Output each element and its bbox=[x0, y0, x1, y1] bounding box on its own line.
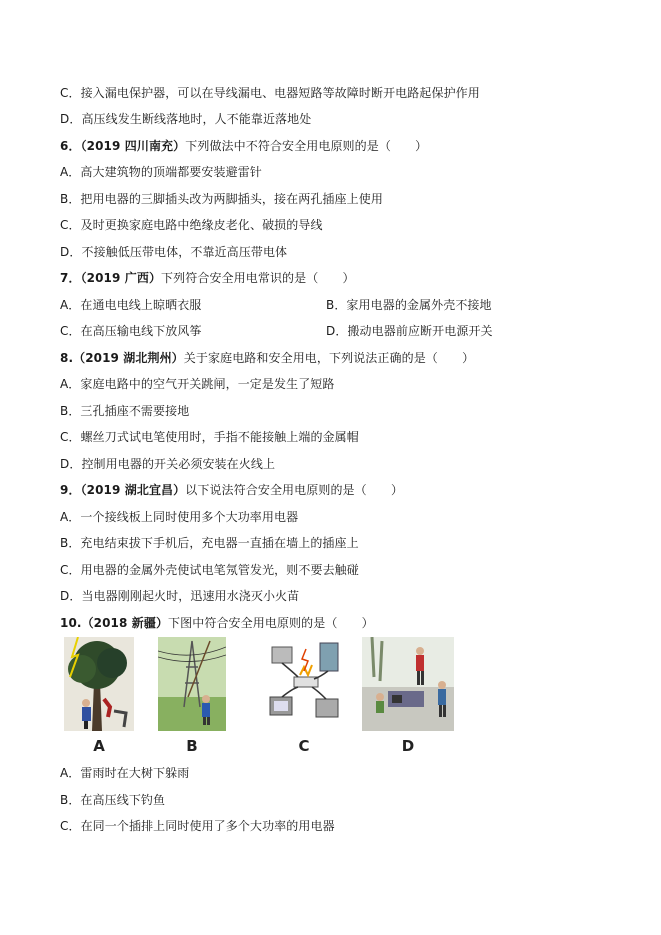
question-source: （2019 广西） bbox=[80, 271, 162, 285]
q9-option-a: A．一个接线板上同时使用多个大功率用电器 bbox=[60, 510, 299, 524]
question-source: （2019 湖北宜昌） bbox=[80, 483, 186, 497]
line-2: D．高压线发生断线落地时，人不能靠近落地处 bbox=[60, 112, 312, 126]
q9-option-b: B．充电结束拔下手机后，充电器一直插在墙上的插座上 bbox=[60, 536, 359, 550]
question-text: 以下说法符合安全用电原则的是（ ） bbox=[185, 483, 404, 497]
figure-d-image bbox=[362, 637, 454, 731]
q6-option-b: B．把用电器的三脚插头改为两脚插头，接在两孔插座上使用 bbox=[60, 192, 383, 206]
q7-option-c: C．在高压输电线下放风筝 bbox=[60, 324, 202, 338]
question-number: 6． bbox=[60, 139, 81, 153]
q7-options-row-2 bbox=[60, 323, 620, 339]
q10-option-b: B．在高压线下钓鱼 bbox=[60, 793, 166, 807]
question-text: 下列符合安全用电常识的是（ ） bbox=[161, 271, 355, 285]
question-7 bbox=[60, 270, 355, 286]
question-source: （2018 新疆） bbox=[81, 616, 169, 630]
q6-option-d: D．不接触低压带电体，不靠近高压带电体 bbox=[60, 245, 288, 259]
figure-a-image bbox=[64, 637, 134, 731]
q9-option-c: C．用电器的金属外壳使试电笔氖管发光，则不要去触碰 bbox=[60, 563, 359, 577]
q6-option-c: C．及时更换家庭电路中绝缘皮老化、破损的导线 bbox=[60, 218, 323, 232]
question-number: 9． bbox=[60, 483, 81, 497]
question-text: 下图中符合安全用电原则的是（ ） bbox=[168, 616, 374, 630]
q8-option-a: A．家庭电路中的空气开关跳闸，一定是发生了短路 bbox=[60, 377, 335, 391]
q6-option-a: A．高大建筑物的顶端都要安装避雷针 bbox=[60, 165, 262, 179]
question-text: 关于家庭电路和安全用电，下列说法正确的是（ ） bbox=[183, 351, 475, 365]
figure-b-label: B bbox=[186, 737, 198, 755]
q10-option-c: C．在同一个插排上同时使用了多个大功率的用电器 bbox=[60, 819, 335, 833]
question-number: 10. bbox=[60, 616, 82, 630]
q7-option-b: B．家用电器的金属外壳不接地 bbox=[326, 298, 492, 312]
question-8 bbox=[60, 350, 474, 366]
q8-option-d: D．控制用电器的开关必须安装在火线上 bbox=[60, 457, 276, 471]
line-1: C．接入漏电保护器，可以在导线漏电、电器短路等故障时断开电路起保护作用 bbox=[60, 86, 480, 100]
question-10 bbox=[60, 615, 374, 631]
question-number: 7． bbox=[60, 271, 81, 285]
question-source: （2019 湖北荆州） bbox=[73, 351, 184, 365]
question-source: （2019 四川南充） bbox=[80, 139, 186, 153]
q7-options-row-1 bbox=[60, 297, 620, 313]
q7-option-d: D．搬动电器前应断开电源开关 bbox=[326, 324, 493, 338]
q7-option-a: A．在通电电线上晾晒衣服 bbox=[60, 298, 202, 312]
figure-a-label: A bbox=[93, 737, 105, 755]
question-number: 8. bbox=[60, 351, 74, 365]
figure-c-label: C bbox=[298, 737, 310, 755]
q8-option-b: B．三孔插座不需要接地 bbox=[60, 404, 190, 418]
figure-d-label: D bbox=[401, 737, 415, 755]
figure-row bbox=[64, 637, 464, 757]
q9-option-d: D．当电器刚刚起火时，迅速用水浇灭小火苗 bbox=[60, 589, 300, 603]
question-6 bbox=[60, 138, 427, 154]
question-text: 下列做法中不符合安全用电原则的是（ ） bbox=[185, 139, 428, 153]
figure-b-image bbox=[158, 637, 226, 731]
q8-option-c: C．螺丝刀式试电笔使用时，手指不能接触上端的金属帽 bbox=[60, 430, 359, 444]
question-9 bbox=[60, 482, 403, 498]
figure-c-image bbox=[264, 637, 346, 731]
q10-option-a: A．雷雨时在大树下躲雨 bbox=[60, 766, 190, 780]
